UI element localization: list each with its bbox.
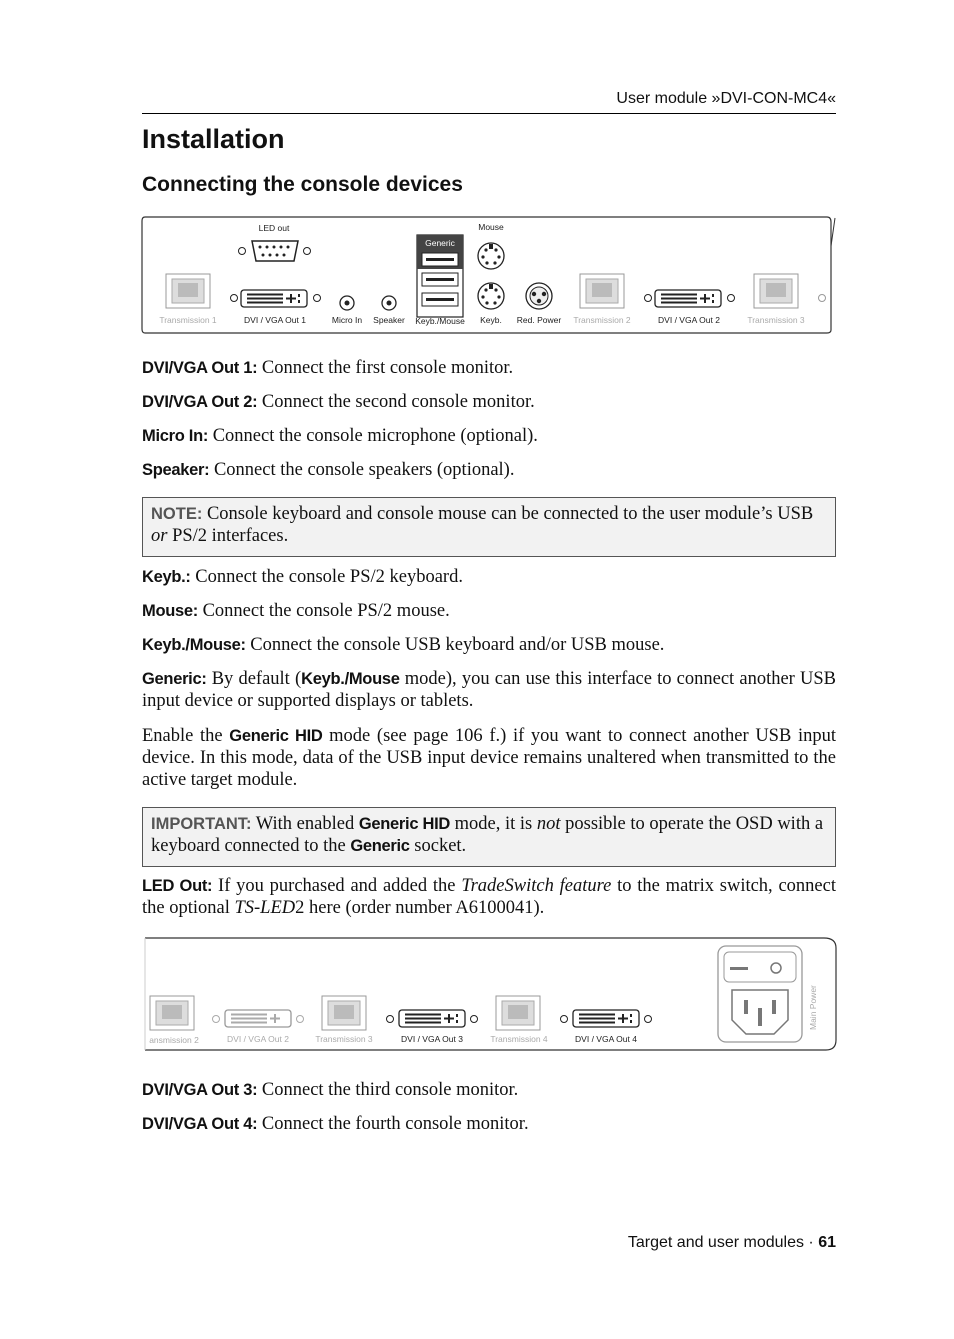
header-rule — [142, 113, 836, 114]
label-speaker: Speaker — [373, 315, 405, 325]
label-dvi-out-1: DVI / VGA Out 1 — [244, 315, 306, 325]
label-dvi-out-2b: DVI / VGA Out 2 — [227, 1034, 289, 1044]
item-led-out: LED Out: If you purchased and added the TradeSwitch feature to the matrix switch, connect the optional TS-LED2 here (order number A6100041). — [142, 876, 836, 918]
label-keyb: Keyb. — [480, 315, 502, 325]
label-generic: Generic — [425, 238, 455, 248]
note-box: NOTE: Console keyboard and console mouse can be connected to the user module’s USB or PS/2 interfaces. — [142, 497, 836, 557]
page-title: Installation — [142, 124, 285, 154]
label-mouse: Mouse — [478, 222, 504, 232]
item-speaker: Speaker: Connect the console speakers (optional). — [142, 460, 515, 480]
item-keyb: Keyb.: Connect the console PS/2 keyboard. — [142, 567, 463, 587]
item-dvi-out-1: DVI/VGA Out 1: Connect the first console monitor. — [142, 358, 514, 378]
important-box: IMPORTANT: With enabled Generic HID mode, it is not possible to operate the OSD with a keyboard connected to the Generic socket. — [142, 807, 836, 867]
main-power-socket — [718, 946, 802, 1042]
label-transmission-4: Transmission 4 — [490, 1034, 548, 1044]
label-dvi-out-4: DVI / VGA Out 4 — [575, 1034, 637, 1044]
item-dvi-out-2: DVI/VGA Out 2: Connect the second console monitor. — [142, 392, 535, 412]
page-footer: Target and user modules · 61 — [627, 1234, 836, 1251]
label-transmission-3: Transmission 3 — [747, 315, 805, 325]
label-led-out: LED out — [258, 223, 290, 233]
label-red-power: Red. Power — [516, 315, 562, 325]
label-transmission-2b: ansmission 2 — [149, 1035, 199, 1045]
label-transmission-1: Transmission 1 — [159, 315, 217, 325]
rear-panel-diagram-1 — [141, 216, 837, 334]
label-main-power: Main Power — [808, 985, 818, 1030]
item-mouse: Mouse: Connect the console PS/2 mouse. — [142, 601, 450, 621]
running-header: User module »DVI-CON-MC4« — [616, 90, 836, 107]
paragraph-enable-generic-hid: Enable the Generic HID mode (see page 106 f.) if you want to connect another USB input device. In this mode, data of the USB input device remains unaltered when transmitted to the active target module. — [142, 726, 836, 790]
item-keyb-mouse: Keyb./Mouse: Connect the console USB keyboard and/or USB mouse. — [142, 635, 665, 655]
item-micro-in: Micro In: Connect the console microphone (optional). — [142, 426, 538, 446]
label-keyb-mouse: Keyb./Mouse — [415, 316, 465, 326]
item-dvi-out-3: DVI/VGA Out 3: Connect the third console monitor. — [142, 1080, 519, 1100]
label-dvi-out-3: DVI / VGA Out 3 — [401, 1034, 463, 1044]
label-transmission-2: Transmission 2 — [573, 315, 631, 325]
rear-panel-diagram-2 — [144, 936, 838, 1054]
page-number: 61 — [818, 1234, 836, 1251]
section-heading: Connecting the console devices — [142, 173, 463, 196]
item-generic: Generic: By default (Keyb./Mouse mode), you can use this interface to connect another USB input device or supported displays or tablets. — [142, 669, 836, 711]
label-transmission-3b: Transmission 3 — [315, 1034, 373, 1044]
label-dvi-out-2: DVI / VGA Out 2 — [658, 315, 720, 325]
item-dvi-out-4: DVI/VGA Out 4: Connect the fourth console monitor. — [142, 1114, 529, 1134]
label-micro-in: Micro In — [331, 315, 363, 325]
